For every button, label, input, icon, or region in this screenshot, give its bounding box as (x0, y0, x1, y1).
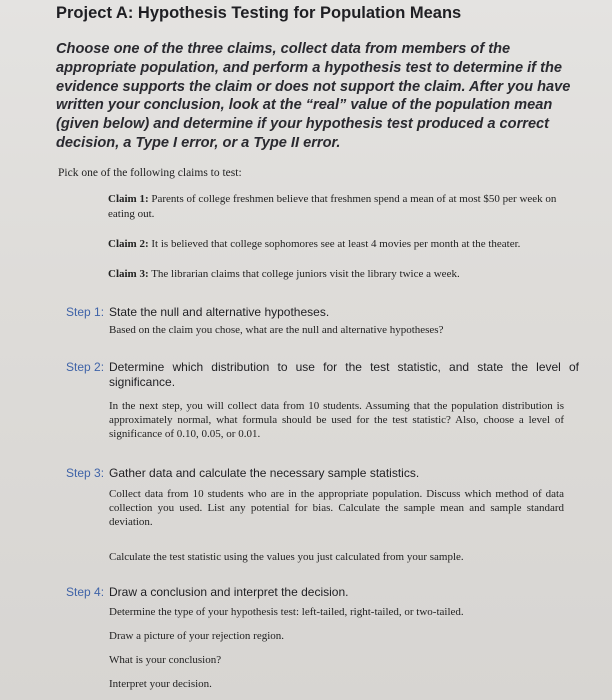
claim-2-text: It is believed that college sophomores see at least 4 movies per month at the theater. (148, 238, 521, 250)
step-4-conclusion: What is your conclusion? (109, 654, 222, 666)
step-4-interpretation: Interpret your decision. (109, 678, 212, 690)
step-4-heading: Draw a conclusion and interpret the decision. (109, 585, 349, 599)
step-4-test-type: Determine the type of your hypothesis test: left-tailed, right-tailed, or two-tailed. (109, 606, 464, 618)
claim-2 (108, 237, 578, 252)
step-3-label: Step 3: (66, 466, 105, 480)
step-1-question: Based on the claim you chose, what are the null and alternative hypotheses? (109, 324, 444, 336)
claim-1-text: Parents of college freshmen believe that freshmen spend a mean of at most $50 per week on eating out. (108, 193, 557, 220)
claim-1 (108, 192, 578, 221)
step-4-label: Step 4: (66, 585, 105, 599)
claim-3 (108, 267, 578, 282)
claim-1-label: Claim 1: (108, 193, 149, 205)
step-2-heading: Determine which distribution to use for the test statistic, and state the level of significance. (109, 360, 579, 389)
step-2-label: Step 2: (66, 360, 105, 374)
step-1-label: Step 1: (66, 305, 105, 319)
claim-2-label: Claim 2: (108, 238, 149, 250)
claim-3-label: Claim 3: (108, 268, 149, 280)
step-3-test-statistic: Calculate the test statistic using the values you just calculated from your sample. (109, 551, 464, 563)
pick-claim-prompt: Pick one of the following claims to test: (58, 167, 242, 179)
claim-3-text: The librarian claims that college juniors visit the library twice a week. (148, 268, 460, 280)
intro-instructions: Choose one of the three claims, collect data from members of the appropriate population, and perform a hypothesis test to determine if the evidence supports the claim or does not support the claim. After you have written your conclusion, look at the “real” value of the population mean (given below) and determine if your hypothesis test produced a correct decision, a Type I error, or a Type II error. (56, 41, 571, 151)
step-4-rejection-region: Draw a picture of your rejection region. (109, 630, 285, 642)
step-3-data-collection: Collect data from 10 students who are in the appropriate population. Discuss which method of data collection you used. List any potential for bias. Calculate the sample mean and sample standard deviation. (109, 488, 564, 529)
step-1-heading: State the null and alternative hypotheses. (109, 305, 330, 319)
step-3-heading: Gather data and calculate the necessary sample statistics. (109, 466, 420, 480)
step-2-question: In the next step, you will collect data from 10 students. Assuming that the population distribution is approximately normal, what formula should be used for the test statistic? Also, choose a level of significance of 0.10, 0.05, or 0.01. (109, 400, 564, 441)
document-title: Project A: Hypothesis Testing for Population Means (56, 4, 462, 22)
